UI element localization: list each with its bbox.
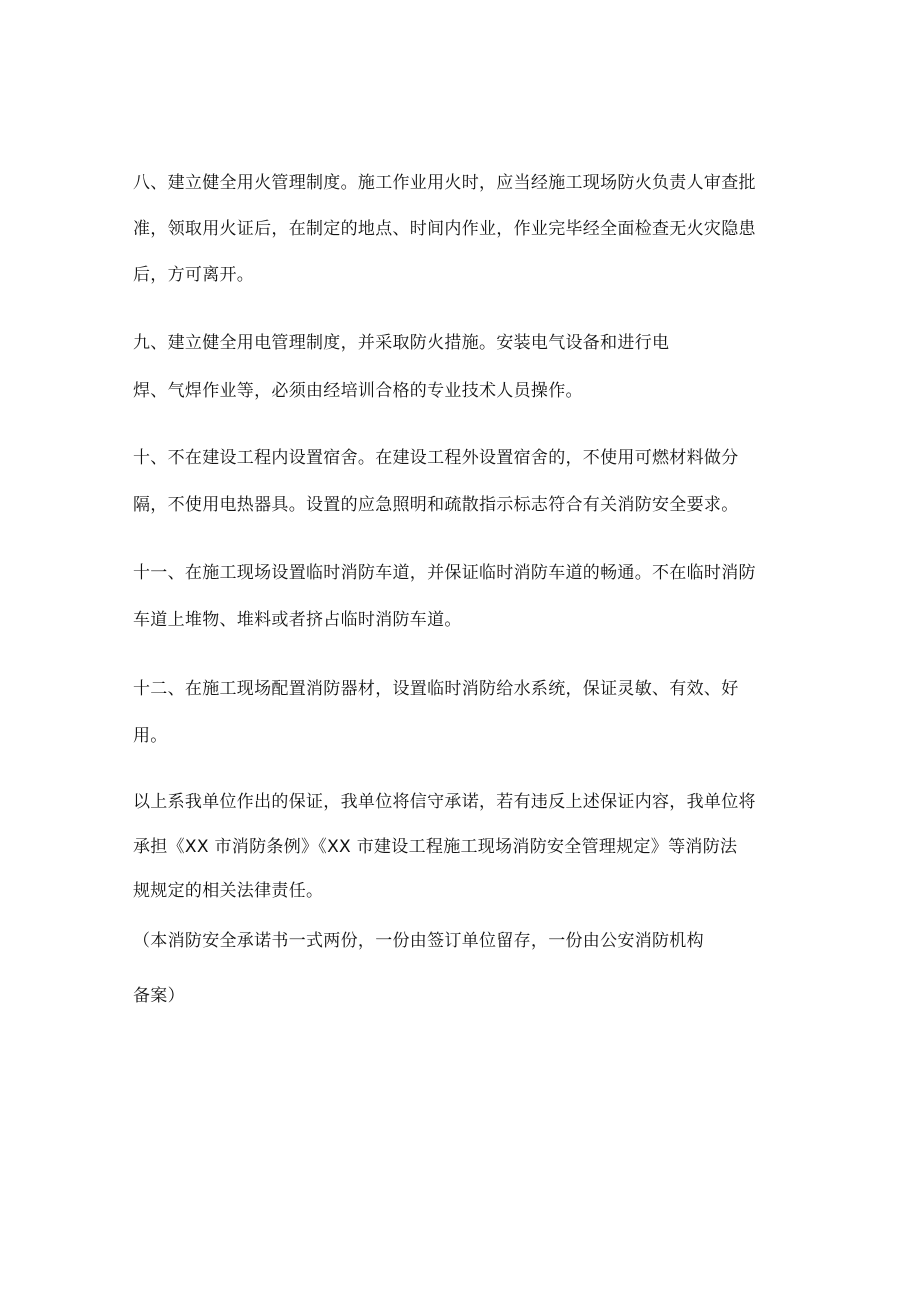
item-8-line-2: 准，领取用火证后，在制定的地点、时间内作业，作业完毕经全面检查无火灾隐患 xyxy=(133,219,756,239)
item-9-line-2: 焊、气焊作业等，必须由经培训合格的专业技术人员操作。 xyxy=(133,381,583,401)
conclusion-line-3: 规规定的相关法律责任。 xyxy=(133,881,324,901)
note-line-1: （本消防安全承诺书一式两份，一份由签订单位留存，一份由公安消防机构 xyxy=(133,931,704,951)
item-11-line-2: 车道上堆物、堆料或者挤占临时消防车道。 xyxy=(133,610,462,630)
item-12-line-2: 用。 xyxy=(133,726,168,746)
conclusion-line-1: 以上系我单位作出的保证，我单位将信守承诺，若有违反上述保证内容，我单位将 xyxy=(133,792,756,812)
item-11-line-1: 十一、在施工现场设置临时消防车道，并保证临时消防车道的畅通。不在临时消防 xyxy=(133,563,756,583)
item-10-line-1: 十、不在建设工程内设置宿舍。在建设工程外设置宿舍的，不使用可燃材料做分 xyxy=(133,448,739,468)
item-8-line-3: 后，方可离开。 xyxy=(133,265,255,285)
item-12-line-1: 十二、在施工现场配置消防器材，设置临时消防给水系统，保证灵敏、有效、好 xyxy=(133,679,739,699)
conclusion-line-2: 承担《XX 市消防条例》《XX 市建设工程施工现场消防安全管理规定》等消防法 xyxy=(133,837,738,857)
item-10-line-2: 隔，不使用电热器具。设置的应急照明和疏散指示标志符合有关消防安全要求。 xyxy=(133,495,739,515)
note-line-2: 备案） xyxy=(133,986,185,1006)
item-8-line-1: 八、建立健全用火管理制度。施工作业用火时，应当经施工现场防火负责人审查批 xyxy=(133,173,756,193)
item-9-line-1: 九、建立健全用电管理制度，并采取防火措施。安装电气设备和进行电 xyxy=(133,333,670,353)
